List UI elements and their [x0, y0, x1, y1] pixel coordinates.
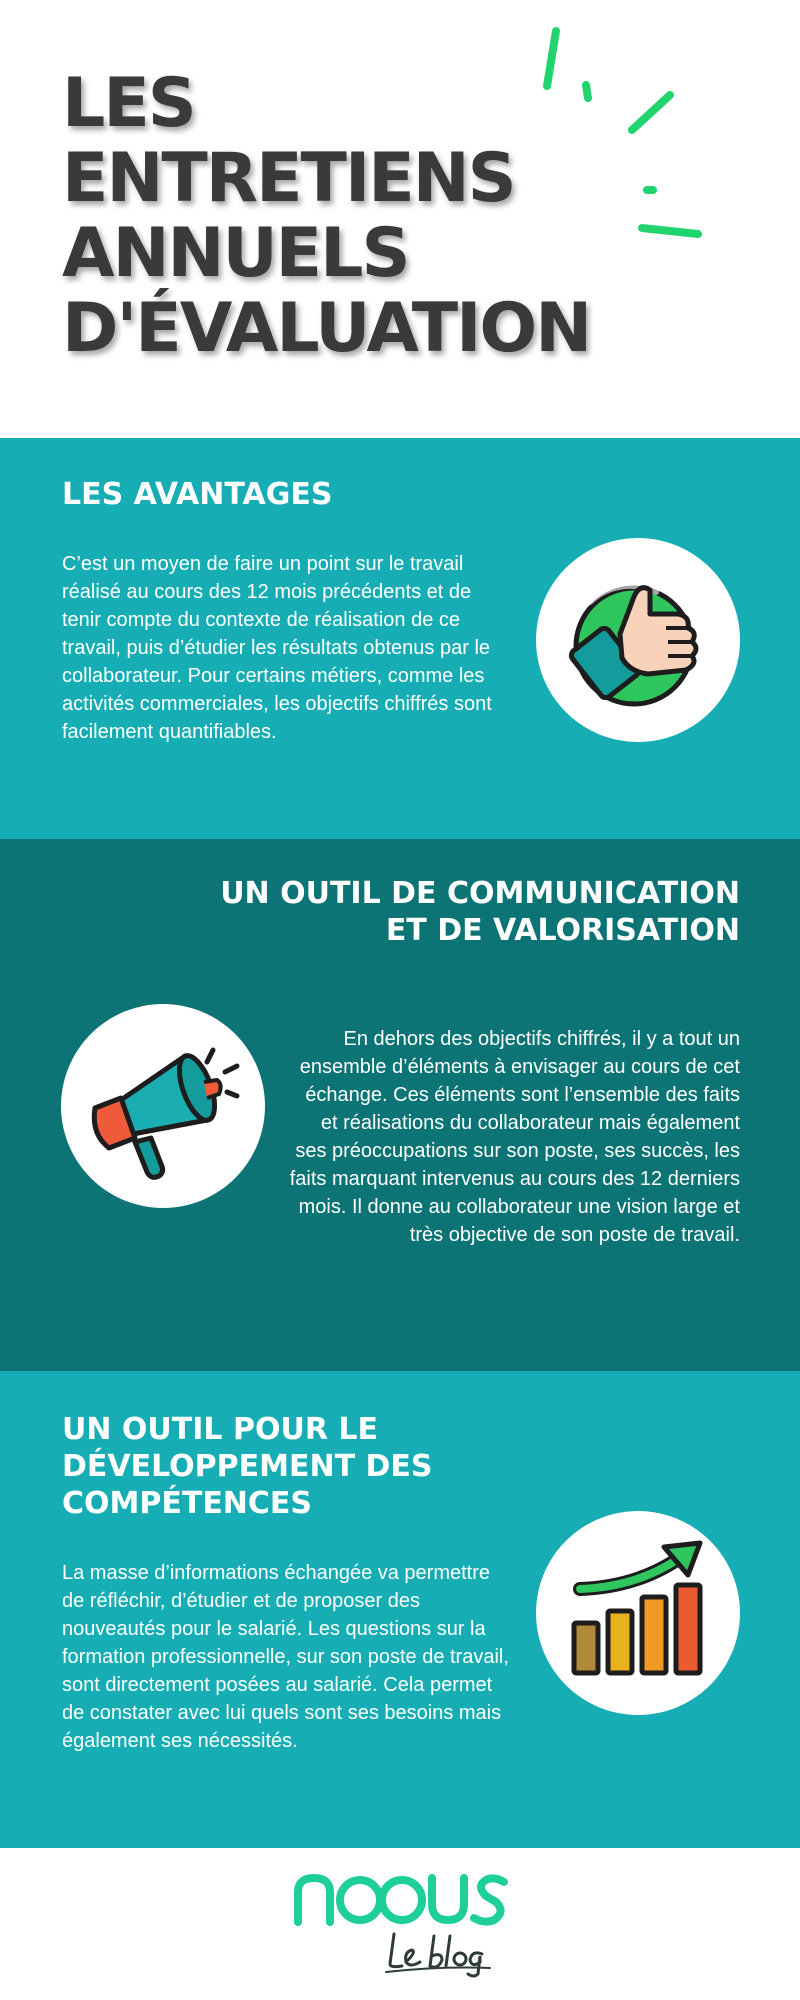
section-avantages [0, 438, 800, 839]
noous-blog-logo[interactable] [290, 1868, 510, 1978]
thumbs-up-icon [536, 538, 740, 742]
section-title: UN OUTIL POUR LE DÉVELOPPEMENT DES COMPÉTENCES [62, 1412, 433, 1521]
header [0, 0, 800, 438]
megaphone-icon [61, 1004, 265, 1208]
sparkle-lines-icon [520, 20, 720, 260]
title-line-2: ENTRETIENS [62, 139, 515, 218]
icon-badge [536, 538, 740, 742]
section-text: La masse d’informations échangée va permettre de réfléchir, d’étudier et de proposer des nouveautés pour le salarié. Les questions sur la formation professionnelle, sur son poste de travail, sont directement posées au salarié. Cela permet de constater avec lui quels sont ses besoins mais également ses nécessités. [62, 1562, 509, 1752]
section-text: C’est un moyen de faire un point sur le travail réalisé au cours des 12 mois précédents et de tenir compte du contexte de réalisation de ce travail, puis d’étudier les résultats obtenus par le collaborateur. Pour certains métiers, comme les activités commerciales, les objectifs chiffrés sont facilement quantifiables. [62, 553, 492, 743]
section-title: UN OUTIL DE COMMUNICATION ET DE VALORISATION [220, 876, 740, 948]
section-title: LES AVANTAGES [62, 477, 333, 512]
section-competences [0, 1371, 800, 1848]
title-line-4: D'ÉVALUATION [62, 289, 591, 368]
icon-badge [536, 1511, 740, 1715]
section-communication [0, 839, 800, 1371]
growth-chart-icon [536, 1511, 740, 1715]
title-line-1: LES [62, 64, 195, 143]
section-text: En dehors des objectifs chiffrés, il y a tout un ensemble d’éléments à envisager au cours de cet échange. Ces éléments sont l’ensemble des faits et réalisations du collaborateur mais également ses préoccupations sur son poste, ses succès, les faits marquant intervenus au cours des 12 derniers mois. Il donne au collaborateur une vision large et très objective de son poste de travail. [289, 1028, 740, 1246]
title-line-3: ANNUELS [62, 214, 409, 293]
footer [0, 1848, 800, 2000]
icon-badge [61, 1004, 265, 1208]
